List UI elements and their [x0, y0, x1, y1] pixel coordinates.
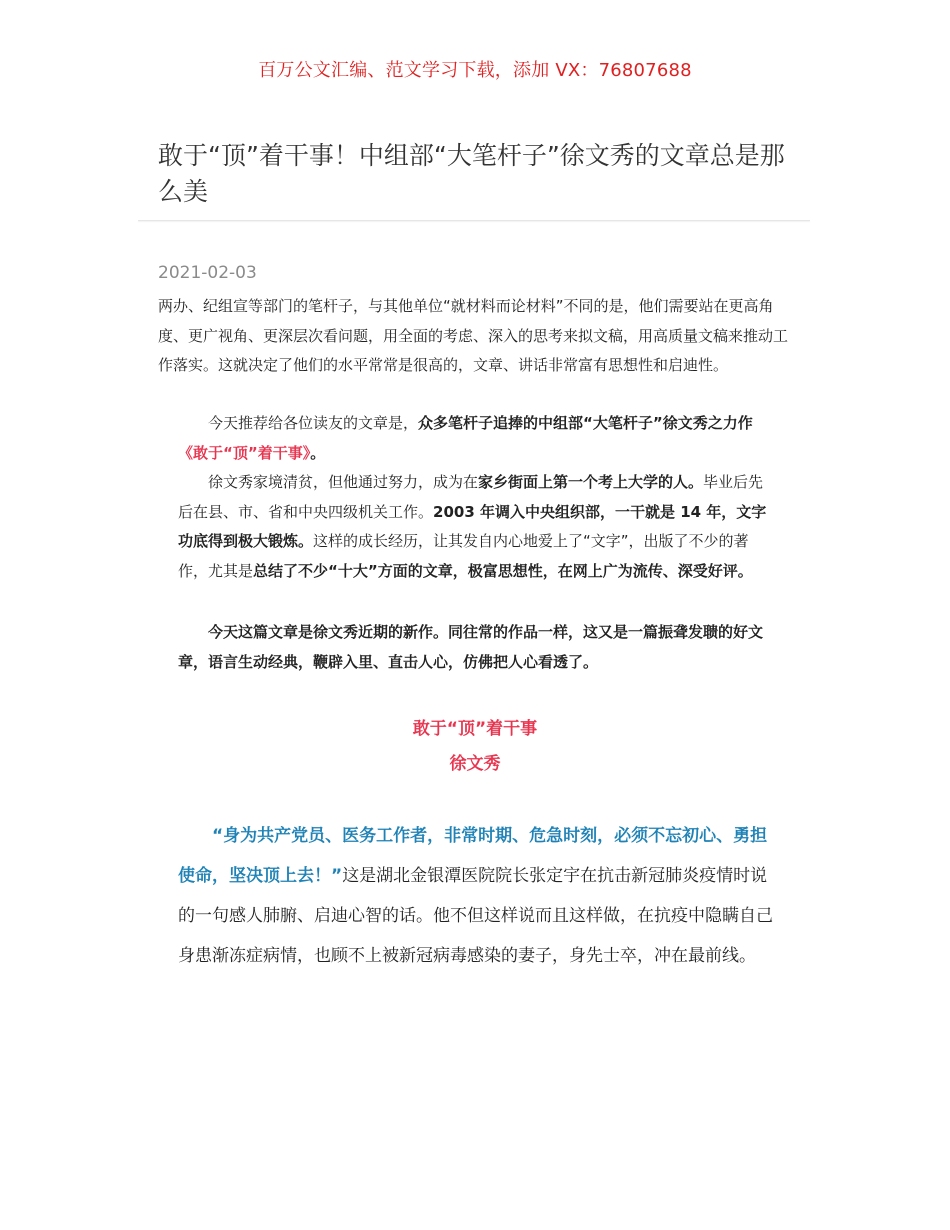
promo-banner: 百万公文汇编、范文学习下载，添加 VX：76807688 [258, 60, 692, 81]
author-bio-paragraph [178, 468, 778, 586]
recommend-highlight: 众多笔杆子追捧的中组部“大笔杆子”徐文秀之力作 [418, 414, 753, 432]
article-author: 徐文秀 [449, 754, 501, 774]
bio-highlight-d: 2003 年调入中央组织部，一干就是 14 年，文字功底得到极大锻炼。 [178, 502, 767, 550]
article-text: 这是湖北金银潭医院院长张定宇在抗击新冠肺炎疫情时说的一句感人肺腑、启迪心智的话。他不但这样说而且这样做，在抗疫中隐瞒自己身患渐冻症病情，也顾不上被新冠病毒感染的妻子，身先士卒，冲在最前线。 [178, 866, 773, 966]
recommend-end: 。 [310, 443, 326, 462]
article-paragraph [178, 816, 778, 976]
article-quote: “身为共产党员、医务工作者，非常时期、危急时刻，必须不忘初心、勇担使命，坚决顶上去！” [178, 826, 768, 886]
bio-highlight-b: 家乡街面上第一个考上大学的人。 [478, 473, 704, 491]
bio-text-e: 这样的成长经历，让其发自内心地爱上了“文字”，出版了不少的著作，尤其是 [178, 532, 749, 580]
title-divider [138, 220, 810, 221]
publish-date: 2021-02-03 [158, 263, 257, 283]
bio-text-c: 毕业后先后在县、市、省和中央四级机关工作。 [178, 473, 764, 521]
new-work-paragraph: 今天这篇文章是徐文秀近期的新作。同往常的作品一样，这又是一篇振聋发聩的好文章，语言生动经典，鞭辟入里、直击人心，仿佛把人心看透了。 [178, 623, 764, 671]
bio-highlight-f: 总结了不少“十大”方面的文章，极富思想性，在网上广为流传、深受好评。 [253, 561, 753, 580]
bio-text-a: 徐文秀家境清贫，但他通过努力，成为在 [208, 473, 479, 491]
article-title-link: 《敢于“顶”着干事》 [178, 443, 311, 462]
article-title: 敢于“顶”着干事 [412, 719, 538, 739]
recommend-paragraph [178, 409, 778, 468]
recommend-text: 今天推荐给各位读友的文章是， [208, 414, 419, 432]
page-title: 敢于“顶”着干事！中组部“大笔杆子”徐文秀的文章总是那么美 [158, 141, 785, 206]
intro-paragraph: 两办、纪组宣等部门的笔杆子，与其他单位“就材料而论材料”不同的是，他们需要站在更高角度、更广视角、更深层次看问题，用全面的考虑、深入的思考来拟文稿，用高质量文稿来推动工作落实。这就决定了他们的水平常常是很高的，文章、讲话非常富有思想性和启迪性。 [158, 297, 789, 374]
